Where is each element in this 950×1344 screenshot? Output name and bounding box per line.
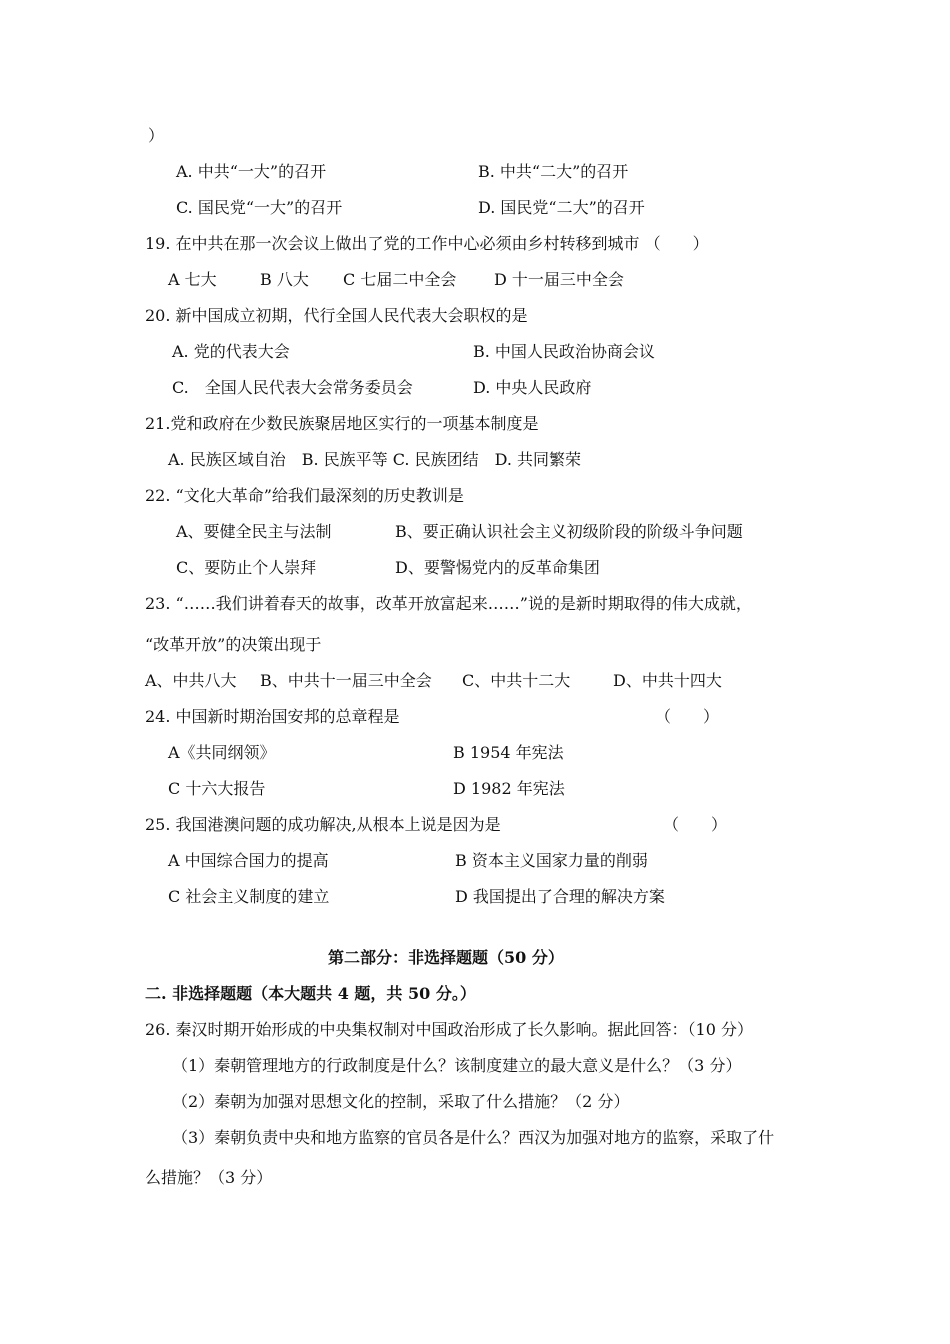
q19-option-c: C 七届二中全会 (343, 270, 457, 289)
q25-answer-paren: （ ） (663, 815, 728, 834)
q18-option-b: B. 中共“二大”的召开 (478, 162, 629, 181)
q18-closing-paren: ） (148, 126, 165, 145)
q18-option-c: C. 国民党“一大”的召开 (176, 198, 343, 217)
q22-option-d: D、要警惕党内的反革命集团 (395, 558, 600, 577)
q24-option-b: B 1954 年宪法 (453, 743, 564, 762)
part2-section-heading: 二. 非选择题题（本大题共 4 题，共 50 分。） (145, 984, 476, 1003)
q24-option-a: A《共同纲领》 (168, 743, 276, 762)
q20-option-a: A. 党的代表大会 (172, 342, 290, 361)
part2-title: 第二部分：非选择题题（50 分） (328, 948, 564, 967)
q23-option-d: D、中共十四大 (613, 671, 722, 690)
q19-option-d: D 十一届三中全会 (494, 270, 624, 289)
q24-option-c: C 十六大报告 (168, 779, 266, 798)
q26-sub1: （1）秦朝管理地方的行政制度是什么？该制度建立的最大意义是什么？（3 分） (172, 1056, 742, 1075)
q20-option-c: C. 全国人民代表大会常务委员会 (172, 378, 413, 397)
q19-option-b: B 八大 (260, 270, 309, 289)
q21-stem: 21.党和政府在少数民族聚居地区实行的一项基本制度是 (145, 414, 539, 433)
q23-option-a: A、中共八大 (145, 671, 237, 690)
q26-sub3-line1: （3）秦朝负责中央和地方监察的官员各是什么？西汉为加强对地方的监察，采取了什 (172, 1128, 775, 1147)
q22-stem: 22. “文化大革命”给我们最深刻的历史教训是 (145, 486, 464, 505)
q26-sub2: （2）秦朝为加强对思想文化的控制，采取了什么措施？（2 分） (172, 1092, 630, 1111)
q19-option-a: A 七大 (168, 270, 217, 289)
q24-option-d: D 1982 年宪法 (453, 779, 565, 798)
q25-option-b: B 资本主义国家力量的削弱 (455, 851, 648, 870)
q21-options: A. 民族区域自治 B. 民族平等 C. 民族团结 D. 共同繁荣 (168, 450, 582, 469)
q22-option-c: C、要防止个人崇拜 (176, 558, 317, 577)
q25-option-a: A 中国综合国力的提高 (168, 851, 329, 870)
q26-stem: 26. 秦汉时期开始形成的中央集权制对中国政治形成了长久影响。据此回答：（10 分） (145, 1020, 753, 1039)
q18-option-a: A. 中共“一大”的召开 (176, 162, 327, 181)
q23-stem-line1: 23. “……我们讲着春天的故事，改革开放富起来……”说的是新时期取得的伟大成就， (145, 594, 752, 613)
q23-option-b: B、中共十一届三中全会 (260, 671, 432, 690)
q18-option-d: D. 国民党“二大”的召开 (478, 198, 645, 217)
q22-option-a: A、要健全民主与法制 (176, 522, 332, 541)
q23-option-c: C、中共十二大 (462, 671, 571, 690)
q20-option-b: B. 中国人民政治协商会议 (473, 342, 655, 361)
q24-answer-paren: （ ） (655, 707, 720, 726)
q23-stem-line2: “改革开放”的决策出现于 (145, 635, 322, 654)
q20-stem: 20. 新中国成立初期，代行全国人民代表大会职权的是 (145, 306, 528, 325)
q26-sub3-line2: 么措施？（3 分） (145, 1168, 273, 1187)
q24-stem: 24. 中国新时期治国安邦的总章程是 (145, 707, 400, 726)
q25-stem: 25. 我国港澳问题的成功解决,从根本上说是因为是 (145, 815, 501, 834)
q25-option-c: C 社会主义制度的建立 (168, 887, 330, 906)
q20-option-d: D. 中央人民政府 (473, 378, 592, 397)
q25-option-d: D 我国提出了合理的解决方案 (455, 887, 665, 906)
q22-option-b: B、要正确认识社会主义初级阶段的阶级斗争问题 (395, 522, 743, 541)
q19-stem: 19. 在中共在那一次会议上做出了党的工作中心必须由乡村转移到城市 （ ） (145, 234, 709, 253)
